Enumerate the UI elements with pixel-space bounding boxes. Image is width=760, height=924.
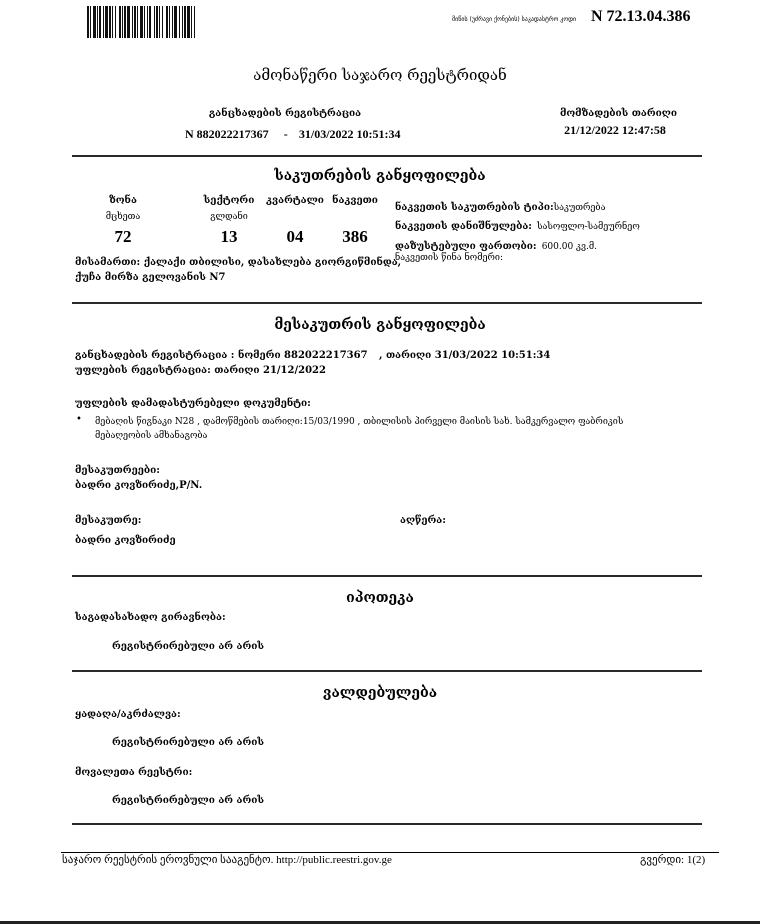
- zone-label: ზონა: [109, 195, 137, 206]
- quarter-label: კვარტალი: [266, 195, 324, 206]
- owner-section-title: მესაკუთრის განყოფილება: [274, 317, 486, 333]
- mortgage-section-title: იპოთეკა: [346, 590, 414, 606]
- owner-application-number: ნომერი 882022217367: [237, 350, 368, 361]
- address: [75, 257, 401, 268]
- purpose-value: სასოფლო-სამეურნეო: [537, 222, 640, 232]
- mortgage-subject-value: რეგისტრირებული არ არის: [112, 641, 265, 652]
- barcode-bar: [195, 6, 197, 38]
- sector-label: სექტორი: [203, 195, 255, 206]
- cadastral-code: N 72.13.04.386: [591, 8, 691, 25]
- ownership-type-value: საკუთრება: [553, 203, 606, 213]
- sector-sub: გლდანი: [210, 212, 248, 222]
- section-divider: [72, 823, 702, 825]
- section-divider: [72, 575, 702, 577]
- area-row: [395, 234, 597, 253]
- owner-label: მესაკუთრე:: [75, 515, 142, 526]
- footer-agency: საჯარო რეესტრის ეროვნული სააგენტო. http://public.reestri.gov.ge: [62, 854, 392, 866]
- bullet-icon: •: [76, 414, 82, 425]
- application-number: N 882022217367: [185, 127, 269, 141]
- preparation-datetime: 21/12/2022 12:47:58: [564, 123, 666, 137]
- section-divider: [72, 155, 702, 157]
- preparation-date-label: მომზადების თარიღი: [560, 108, 677, 119]
- right-registration-date: თარიღი 21/12/2022: [214, 365, 326, 376]
- sector-column: [194, 195, 264, 247]
- cadastral-code-label: მიწის (უძრავი ქონების) საკადასტრო კოდი: [452, 16, 577, 23]
- right-registration-line: [75, 365, 326, 376]
- quarter-value: 04: [286, 227, 304, 246]
- obligations-section-title: ვალდებულება: [322, 685, 438, 701]
- owner-value: ბადრი კოვზირიძე: [75, 535, 176, 546]
- address-line2: ქუჩა მირზა გელოვანის N7: [75, 272, 226, 283]
- owner-application-date: , თარიღი 31/03/2022 10:51:34: [379, 350, 551, 361]
- parcel-column: [320, 195, 390, 247]
- purpose-label: ნაკვეთის დანიშნულება:: [395, 221, 532, 232]
- owner-application-line: [75, 350, 550, 361]
- zone-value: 72: [114, 227, 132, 246]
- application-datetime: 31/03/2022 10:51:34: [298, 127, 401, 141]
- description-label: აღწერა:: [400, 515, 446, 526]
- area-value: 600.00 კვ.მ.: [541, 242, 597, 252]
- mortgage-subject-label: საგადასახადო გირავნობა:: [75, 612, 226, 623]
- parcel-value: 386: [342, 227, 368, 246]
- application-registration: [185, 123, 401, 142]
- owner-application-label: განცხადების რეგისტრაცია :: [75, 350, 235, 361]
- parcel-label: ნაკვეთი: [332, 195, 378, 206]
- seizure-value: რეგისტრირებული არ არის: [112, 737, 265, 748]
- debtors-label: მოვალეთა რეესტრი:: [75, 767, 193, 778]
- purpose-row: [395, 214, 640, 233]
- document-title: ამონაწერი საჯარო რეესტრიდან: [253, 66, 507, 84]
- ownership-type-row: [395, 195, 605, 214]
- area-label: დაზუსტებული ფართობი:: [395, 241, 537, 252]
- documents-label: უფლების დამადასტურებელი დოკუმენტი:: [75, 398, 311, 409]
- parcel-sub: [320, 212, 390, 224]
- application-separator: -: [283, 127, 288, 141]
- debtors-value: რეგისტრირებული არ არის: [112, 795, 265, 806]
- ownership-type-label: ნაკვეთის საკუთრების ტიპი:: [395, 202, 554, 213]
- property-section-title: საკუთრების განყოფილება: [274, 168, 486, 184]
- zone-sub: მცხეთა: [105, 212, 141, 222]
- seizure-label: ყადაღა/აკრძალვა:: [75, 709, 181, 720]
- address-line1: ქალაქი თბილისი, დასახლება გიორგიწმინდა,: [143, 257, 402, 268]
- sector-value: 13: [220, 227, 238, 246]
- zone-column: [88, 195, 158, 247]
- owners-value: ბადრი კოვზირიძე,P/N.: [75, 480, 203, 491]
- barcode-icon: [87, 6, 320, 38]
- address-label: მისამართი:: [75, 257, 141, 268]
- previous-number-label: ნაკვეთის წინა ნომერი:: [395, 253, 503, 263]
- document-line2: მებაღეობის ამხანაგობა: [95, 431, 208, 441]
- section-divider: [72, 302, 702, 304]
- right-registration-label: უფლების რეგისტრაცია:: [75, 365, 211, 376]
- application-registration-label: განცხადების რეგისტრაცია: [208, 108, 362, 119]
- owners-label: მესაკუთრეები:: [75, 465, 160, 476]
- section-divider: [72, 670, 702, 672]
- document-line1: მებაღის წიგნაკი N28 , დამოწმების თარიღი:15/03/1990 , თბილისის პირველი მაისის სახ. სამკერვალო ფაბრიკის: [95, 417, 624, 427]
- page-number: გვერდი: 1(2): [640, 854, 706, 866]
